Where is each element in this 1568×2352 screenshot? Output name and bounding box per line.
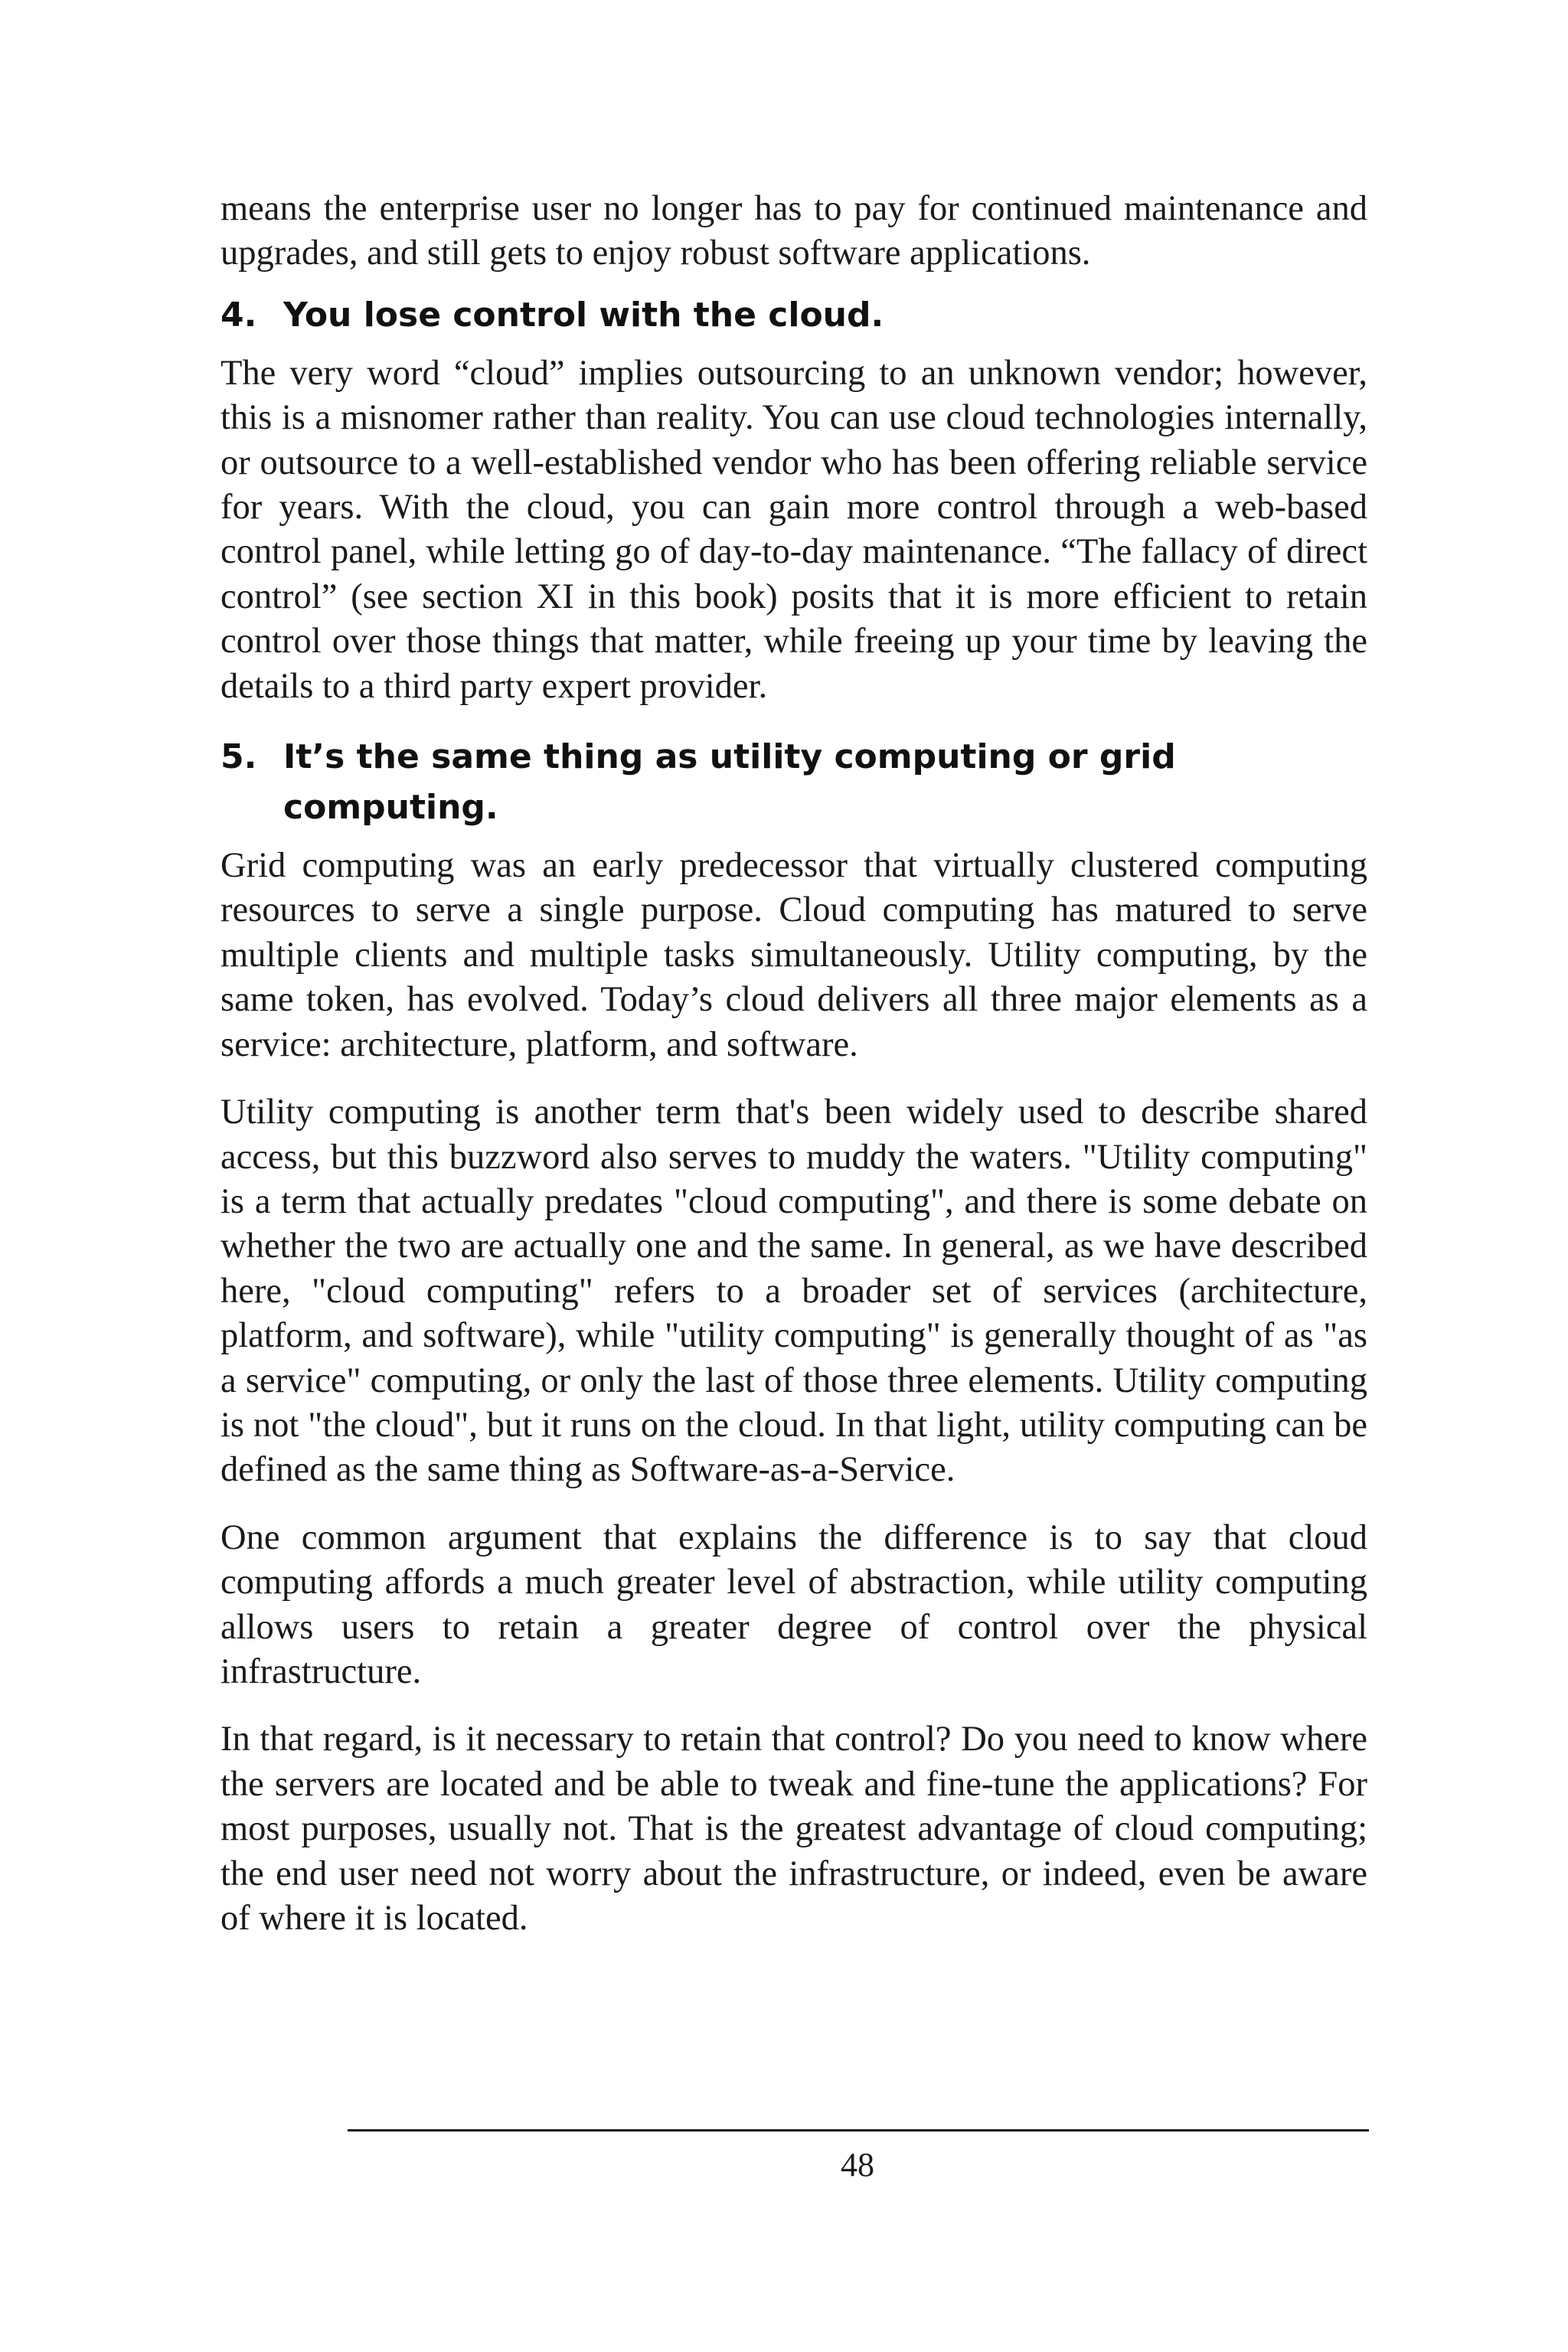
section-heading-5 (220, 732, 1367, 833)
section-number: 5. (220, 737, 257, 777)
footer-divider (348, 2129, 1369, 2132)
page-body (220, 187, 1367, 1964)
body-paragraph: In that regard, is it necessary to retain that control? Do you need to know where the servers are located and be able to tweak and fine-tune the applications? For most purposes, usually not. That is the greatest advantage of cloud computing; the end user need not worry about the infrastructure, or indeed, even be aware of where it is located. (220, 1720, 1367, 1938)
section-title: You lose control with the cloud. (283, 295, 884, 335)
body-paragraph: The very word “cloud” implies outsourcing to an unknown vendor; however, this is a misnomer rather than reality. You can use cloud technologies internally, or outsource to a well-established vendor who has been offering reliable service for years. With the cloud, you can gain more control through a web-based control panel, while letting go of day-to-day maintenance. “The fallacy of direct control” (see section XI in this book) posits that it is more efficient to retain control over those things that matter, while freeing up your time by leaving the details to a third party expert provider. (220, 353, 1367, 706)
body-paragraph: Utility computing is another term that's been widely used to describe shared access, but this buzzword also serves to muddy the waters. "Utility computing" is a term that actually predates "cloud computing", and there is some debate on whether the two are actually one and the same. In general, as we have described here, "cloud computing" refers to a broader set of services (architecture, platform, and software), while "utility computing" is generally thought of as "as a service" computing, or only the last of those three elements. Utility computing is not "the cloud", but it runs on the cloud. In that light, utility computing can be defined as the same thing as Software-as-a-Service. (220, 1093, 1367, 1490)
body-paragraph: Grid computing was an early predecessor that virtually clustered computing resources to serve a single purpose. Cloud computing has matured to serve multiple clients and multiple tasks simultaneously. Utility computing, by the same token, has evolved. Today’s cloud delivers all three major elements as a service: architecture, platform, and software. (220, 846, 1367, 1064)
section-number: 4. (220, 295, 257, 335)
intro-paragraph: means the enterprise user no longer has to pay for continued maintenance and upgrades, and still gets to enjoy robust software applications. (220, 189, 1367, 273)
page-number: 48 (841, 2146, 874, 2184)
section-heading-4 (220, 290, 1367, 341)
section-title: It’s the same thing as utility computing or grid computing. (283, 737, 1176, 828)
body-paragraph: One common argument that explains the difference is to say that cloud computing affords a much greater level of abstraction, while utility computing allows users to retain a greater degree of control over the physical infrastructure. (220, 1517, 1367, 1691)
